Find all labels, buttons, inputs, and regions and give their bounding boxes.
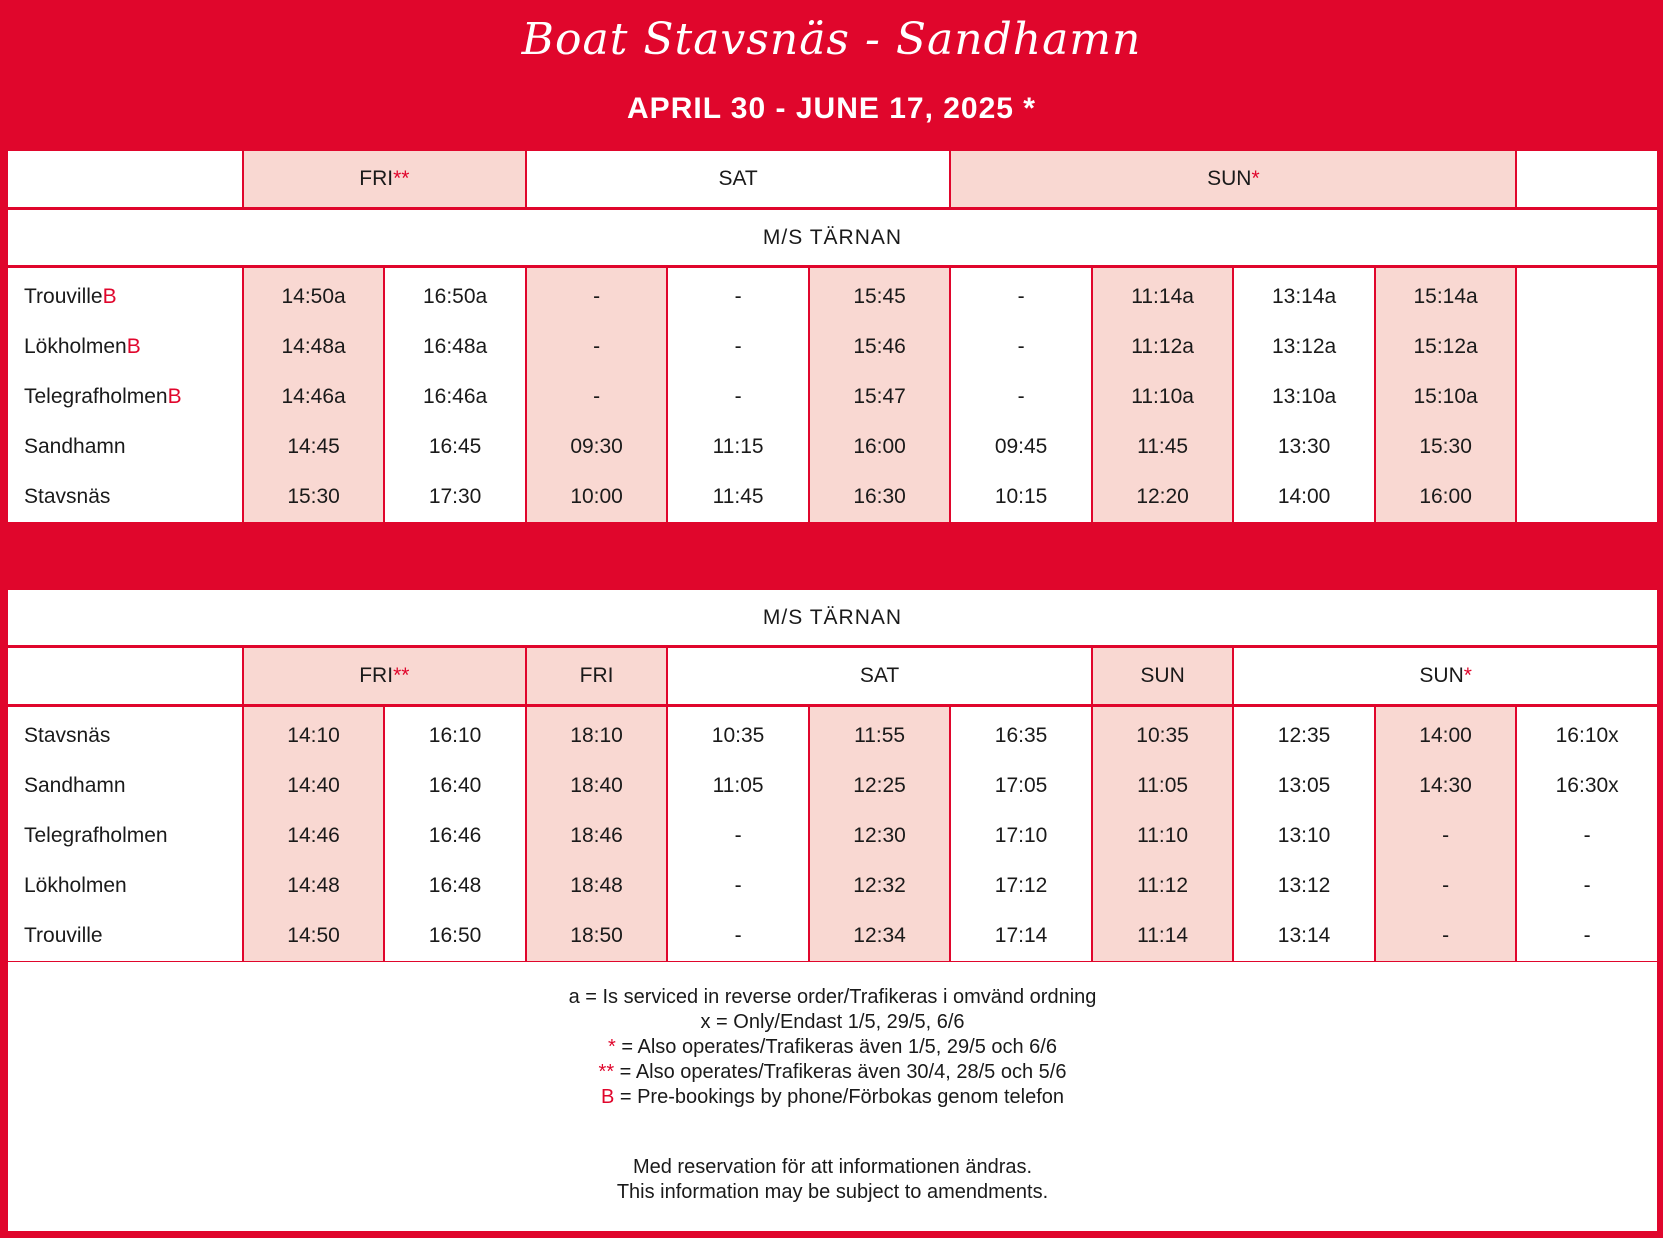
outbound-day-sat	[526, 151, 951, 209]
return-day-label: FRI	[579, 664, 614, 687]
departure-time: 16:00	[1375, 472, 1517, 522]
departure-time: 13:30	[1233, 422, 1375, 472]
return-ship-row	[8, 590, 1657, 647]
stop-name	[8, 422, 243, 472]
disclaimer-en: This information may be subject to amendments.	[616, 1181, 1049, 1203]
return-day-sun	[1233, 647, 1657, 706]
departure-time: -	[667, 911, 809, 961]
departure-time: -	[950, 322, 1092, 372]
legend-item	[8, 1010, 1657, 1035]
departure-time: -	[1375, 811, 1517, 861]
departure-time: 16:35	[950, 706, 1092, 762]
departure-time: -	[1375, 911, 1517, 961]
outbound-day-label: SAT	[718, 167, 758, 190]
stop-name	[8, 861, 243, 911]
departure-time: 11:55	[809, 706, 951, 762]
departure-time: 14:00	[1375, 706, 1517, 762]
outbound-day-mark: *	[1251, 167, 1260, 190]
departure-time: 16:50a	[384, 267, 526, 323]
legend-item	[8, 1060, 1657, 1085]
stop-label: Trouville	[24, 285, 103, 308]
return-day-sat	[667, 647, 1092, 706]
return-day-sun	[1092, 647, 1234, 706]
legend-item	[8, 1085, 1657, 1110]
stop-name	[8, 372, 243, 422]
departure-time	[1516, 422, 1657, 472]
departure-time: -	[667, 861, 809, 911]
departure-time: 16:30x	[1516, 761, 1657, 811]
stop-label: Lökholmen	[24, 335, 127, 358]
departure-time: 17:10	[950, 811, 1092, 861]
departure-time: 18:46	[526, 811, 668, 861]
table-row	[8, 472, 1657, 522]
table-row	[8, 861, 1657, 911]
stop-mark: B	[167, 385, 182, 408]
outbound-day-mark: **	[393, 167, 410, 190]
departure-time: 11:05	[1092, 761, 1234, 811]
departure-time: 16:40	[384, 761, 526, 811]
departure-time: 12:34	[809, 911, 951, 961]
departure-time: 15:46	[809, 322, 951, 372]
departure-time: 14:40	[243, 761, 385, 811]
departure-time: -	[526, 322, 668, 372]
disclaimer	[8, 1155, 1657, 1205]
table-row	[8, 372, 1657, 422]
departure-time: -	[1516, 861, 1657, 911]
return-day-fri	[243, 647, 526, 706]
departure-time: -	[667, 322, 809, 372]
return-day-header-blank	[8, 647, 243, 706]
stop-label: Stavsnäs	[24, 485, 111, 508]
departure-time: 16:10	[384, 706, 526, 762]
table-row	[8, 761, 1657, 811]
departure-time: 16:48	[384, 861, 526, 911]
departure-time: 14:30	[1375, 761, 1517, 811]
departure-time: 13:12	[1233, 861, 1375, 911]
departure-time: 11:45	[667, 472, 809, 522]
departure-time: -	[950, 267, 1092, 323]
departure-time: 13:10a	[1233, 372, 1375, 422]
ship-name: M/S TÄRNAN	[8, 209, 1657, 267]
return-day-label: FRI	[359, 664, 394, 687]
departure-time: 18:48	[526, 861, 668, 911]
stop-name	[8, 911, 243, 961]
table-row	[8, 911, 1657, 961]
departure-time: 11:12a	[1092, 322, 1234, 372]
departure-time: 13:14a	[1233, 267, 1375, 323]
departure-time: 11:45	[1092, 422, 1234, 472]
departure-time	[1516, 472, 1657, 522]
legend-list	[8, 962, 1657, 1110]
table-row	[8, 706, 1657, 762]
departure-time: 15:30	[243, 472, 385, 522]
stop-label: Trouville	[24, 924, 103, 947]
departure-time: 14:50a	[243, 267, 385, 323]
departure-time: -	[667, 267, 809, 323]
departure-time: 10:15	[950, 472, 1092, 522]
departure-time: 17:05	[950, 761, 1092, 811]
return-day-label: SUN	[1419, 664, 1464, 687]
departure-time: 13:12a	[1233, 322, 1375, 372]
departure-time: -	[667, 372, 809, 422]
page-title: Boat Stavsnäs - Sandhamn	[521, 14, 1142, 65]
ship-name: M/S TÄRNAN	[8, 590, 1657, 647]
departure-time	[1516, 322, 1657, 372]
stop-label: Telegrafholmen	[24, 385, 168, 408]
departure-time: 15:12a	[1375, 322, 1517, 372]
departure-time	[1516, 267, 1657, 323]
departure-time: 15:30	[1375, 422, 1517, 472]
departure-time: 17:30	[384, 472, 526, 522]
stop-label: Stavsnäs	[24, 724, 111, 747]
departure-time: 17:14	[950, 911, 1092, 961]
departure-time: 15:14a	[1375, 267, 1517, 323]
legend-text: = Is serviced in reverse order/Trafikeras i omvänd ordning	[579, 986, 1097, 1008]
departure-time: 09:30	[526, 422, 668, 472]
departure-time: 11:05	[667, 761, 809, 811]
departure-time: 16:46a	[384, 372, 526, 422]
disclaimer-sv: Med reservation för att informationen ändras.	[632, 1156, 1033, 1178]
stop-name	[8, 811, 243, 861]
table-row	[8, 267, 1657, 323]
stop-name	[8, 322, 243, 372]
departure-time: 10:35	[1092, 706, 1234, 762]
outbound-day-label: FRI	[359, 167, 394, 190]
stop-mark: B	[102, 285, 117, 308]
departure-time: 09:45	[950, 422, 1092, 472]
departure-time: 14:46	[243, 811, 385, 861]
departure-time: -	[1516, 811, 1657, 861]
departure-time: 13:14	[1233, 911, 1375, 961]
stop-label: Telegrafholmen	[24, 824, 168, 847]
departure-time: 16:45	[384, 422, 526, 472]
legend-text: = Only/Endast 1/5, 29/5, 6/6	[710, 1011, 965, 1033]
outbound-day-header-blank	[1516, 151, 1657, 209]
departure-time: 16:48a	[384, 322, 526, 372]
departure-time: 14:48	[243, 861, 385, 911]
stop-mark: B	[126, 335, 141, 358]
table-row	[8, 322, 1657, 372]
departure-time: 14:00	[1233, 472, 1375, 522]
return-day-fri	[526, 647, 668, 706]
departure-time: 16:30	[809, 472, 951, 522]
legend-text: = Also operates/Trafikeras även 1/5, 29/5 och 6/6	[615, 1036, 1057, 1058]
stop-name	[8, 761, 243, 811]
departure-time: 14:46a	[243, 372, 385, 422]
legend-key: a	[568, 986, 580, 1008]
departure-time: -	[526, 372, 668, 422]
departure-time: 12:25	[809, 761, 951, 811]
departure-time: 12:20	[1092, 472, 1234, 522]
departure-time: 11:10a	[1092, 372, 1234, 422]
departure-time: 16:00	[809, 422, 951, 472]
departure-time: 17:12	[950, 861, 1092, 911]
departure-time: 16:50	[384, 911, 526, 961]
period-subtitle: APRIL 30 - JUNE 17, 2025 *	[627, 92, 1036, 125]
departure-time: -	[1375, 861, 1517, 911]
legend-key: **	[598, 1061, 615, 1083]
outbound-day-label: SUN	[1207, 167, 1252, 190]
departure-time: 11:12	[1092, 861, 1234, 911]
return-day-mark: *	[1463, 664, 1472, 687]
departure-time: 11:14a	[1092, 267, 1234, 323]
departure-time: 12:30	[809, 811, 951, 861]
outbound-day-fri	[243, 151, 526, 209]
legend-key: B	[600, 1086, 615, 1108]
departure-time: 16:46	[384, 811, 526, 861]
departure-time: -	[950, 372, 1092, 422]
departure-time: 11:10	[1092, 811, 1234, 861]
legend-key: *	[608, 1036, 616, 1058]
return-day-header	[8, 647, 1657, 706]
departure-time: 14:48a	[243, 322, 385, 372]
legend-item	[8, 985, 1657, 1010]
departure-time: 15:45	[809, 267, 951, 323]
table-row	[8, 422, 1657, 472]
departure-time: -	[667, 811, 809, 861]
return-day-label: SUN	[1140, 664, 1185, 687]
departure-time: 11:14	[1092, 911, 1234, 961]
departure-time: 12:32	[809, 861, 951, 911]
outbound-ship-row	[8, 209, 1657, 267]
legend-notes	[8, 962, 1657, 1231]
legend-key: x	[700, 1011, 711, 1033]
departure-time: 14:10	[243, 706, 385, 762]
departure-time: -	[1516, 911, 1657, 961]
stop-name	[8, 472, 243, 522]
departure-time: 14:45	[243, 422, 385, 472]
table-row	[8, 811, 1657, 861]
legend-text: = Pre-bookings by phone/Förbokas genom telefon	[614, 1086, 1065, 1108]
legend-text: = Also operates/Trafikeras även 30/4, 28/5 och 5/6	[614, 1061, 1067, 1083]
legend-item	[8, 1035, 1657, 1060]
outbound-day-sun	[950, 151, 1516, 209]
departure-time: 13:05	[1233, 761, 1375, 811]
departure-time: 18:40	[526, 761, 668, 811]
return-timetable	[8, 590, 1657, 961]
stop-label: Lökholmen	[24, 874, 127, 897]
departure-time: 18:50	[526, 911, 668, 961]
departure-time: -	[526, 267, 668, 323]
stop-name	[8, 267, 243, 323]
departure-time: 18:10	[526, 706, 668, 762]
departure-time: 10:00	[526, 472, 668, 522]
departure-time: 15:10a	[1375, 372, 1517, 422]
departure-time: 11:15	[667, 422, 809, 472]
stop-label: Sandhamn	[24, 435, 126, 458]
departure-time: 10:35	[667, 706, 809, 762]
departure-time: 16:10x	[1516, 706, 1657, 762]
stop-name	[8, 706, 243, 762]
departure-time: 15:47	[809, 372, 951, 422]
outbound-day-header-blank	[8, 151, 243, 209]
departure-time: 14:50	[243, 911, 385, 961]
outbound-day-header	[8, 151, 1657, 209]
departure-time: 13:10	[1233, 811, 1375, 861]
return-day-label: SAT	[859, 664, 900, 687]
departure-time: 12:35	[1233, 706, 1375, 762]
outbound-timetable	[8, 151, 1657, 522]
return-day-mark: **	[393, 664, 410, 687]
departure-time	[1516, 372, 1657, 422]
stop-label: Sandhamn	[24, 774, 126, 797]
